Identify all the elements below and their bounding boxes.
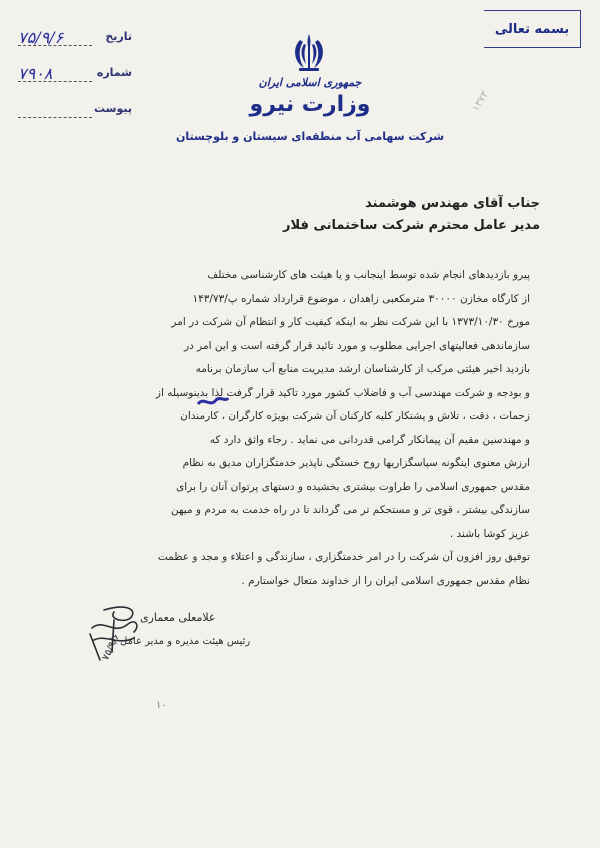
bismillah-text: بسمه تعالی	[494, 21, 570, 37]
date-field	[14, 28, 132, 50]
bismillah-box	[484, 10, 581, 48]
body-line: عزیز کوشا باشند .	[449, 527, 530, 540]
attachment-label: پیوست	[94, 102, 132, 115]
date-line	[18, 45, 92, 46]
republic-title: جمهوری اسلامی ایران	[258, 76, 362, 89]
attachment-field	[14, 100, 132, 122]
handwritten-signature-icon	[84, 600, 146, 668]
body-line: و بودجه و شرکت مهندسی آب و فاضلاب کشور مورد تاکید قرار گرفت لذا بدینوسیله از	[155, 386, 530, 399]
footer-mark: ۱۰	[156, 700, 167, 711]
number-line	[18, 81, 92, 82]
letter-body	[100, 264, 530, 546]
number-label: شماره	[96, 66, 132, 79]
date-value: ۷۵/۹/۶	[18, 28, 64, 47]
addressee-line-2: مدیر عامل محترم شرکت ساختمانی فلار	[283, 218, 540, 233]
body-line: و مهندسین مقیم آن پیمانکار گرامی قدردانی می نماید . رجاء واثق دارد که	[209, 433, 530, 446]
body-line: سازندگی بیشتر ، قوی تر و مستحکم تر می گرداند تا در راه خدمت به مردم و میهن	[170, 504, 530, 516]
iran-emblem-icon	[286, 30, 332, 76]
letter-closing	[100, 546, 530, 593]
body-line: ارزش معنوی اینگونه سپاسگزاریها روح خستگی ناپذیر خدمتگزاران مدیق به نظام	[182, 457, 530, 469]
signer-name: غلامعلی معماری	[140, 611, 215, 624]
faint-handwritten-note: ۱۳۷۳	[470, 89, 491, 114]
body-line: مورخ ۱۳۷۳/۱۰/۳۰ با این شرکت نظر به اینکه کیفیت کار و انتظام آن شرکت در امر	[171, 316, 530, 328]
number-value: ۷۹۰۸	[18, 64, 53, 83]
signer-title: رئیس هیئت مدیره و مدیر عامل	[120, 636, 251, 647]
closing-line: توفیق روز افزون آن شرکت را در امر خدمتگزاری ، سازندگی و اعتلاء و مجد و عظمت	[157, 551, 530, 563]
attachment-line	[18, 117, 92, 118]
date-label: تاریخ	[105, 30, 132, 43]
ministry-title: وزارت نیرو	[249, 92, 371, 117]
number-field	[14, 64, 132, 86]
body-line: زحمات ، دقت ، تلاش و پشتکار کلیه کارکنان آن شرکت بویژه کارگران ، کارمندان	[180, 410, 530, 422]
body-line: پیرو بازدیدهای انجام شده توسط اینجانب و یا هیئت های کارشناسی مختلف	[207, 269, 530, 281]
company-title: شرکت سهامی آب منطقه‌ای سیستان و بلوچستان	[175, 130, 445, 143]
addressee-line-1: جناب آقای مهندس هوشمند	[365, 196, 540, 211]
body-line: از کارگاه مخازن ۳۰۰۰۰ مترمکعبی زاهدان ، موضوع قرارداد شماره پ/۱۴۳/۷۳	[192, 292, 530, 305]
ink-scribble-icon	[196, 394, 230, 410]
closing-line: نظام مقدس جمهوری اسلامی ایران را از خداوند متعال خواستارم .	[241, 574, 530, 587]
body-line: سازماندهی فعالیتهای اجرایی مطلوب و مورد تائید قرار گرفته است و این امر در	[184, 339, 530, 352]
body-line: بازدید اخیر هیئتی مرکب از کارشناسان ارشد مدیریت منابع آب سازمان برنامه	[195, 363, 530, 375]
body-line: مقدس جمهوری اسلامی را طراوت بیشتری بخشیده و دستهای پرتوان آنان را برای	[176, 480, 530, 493]
signature-date: ۷۵/۹/۶	[100, 632, 123, 663]
